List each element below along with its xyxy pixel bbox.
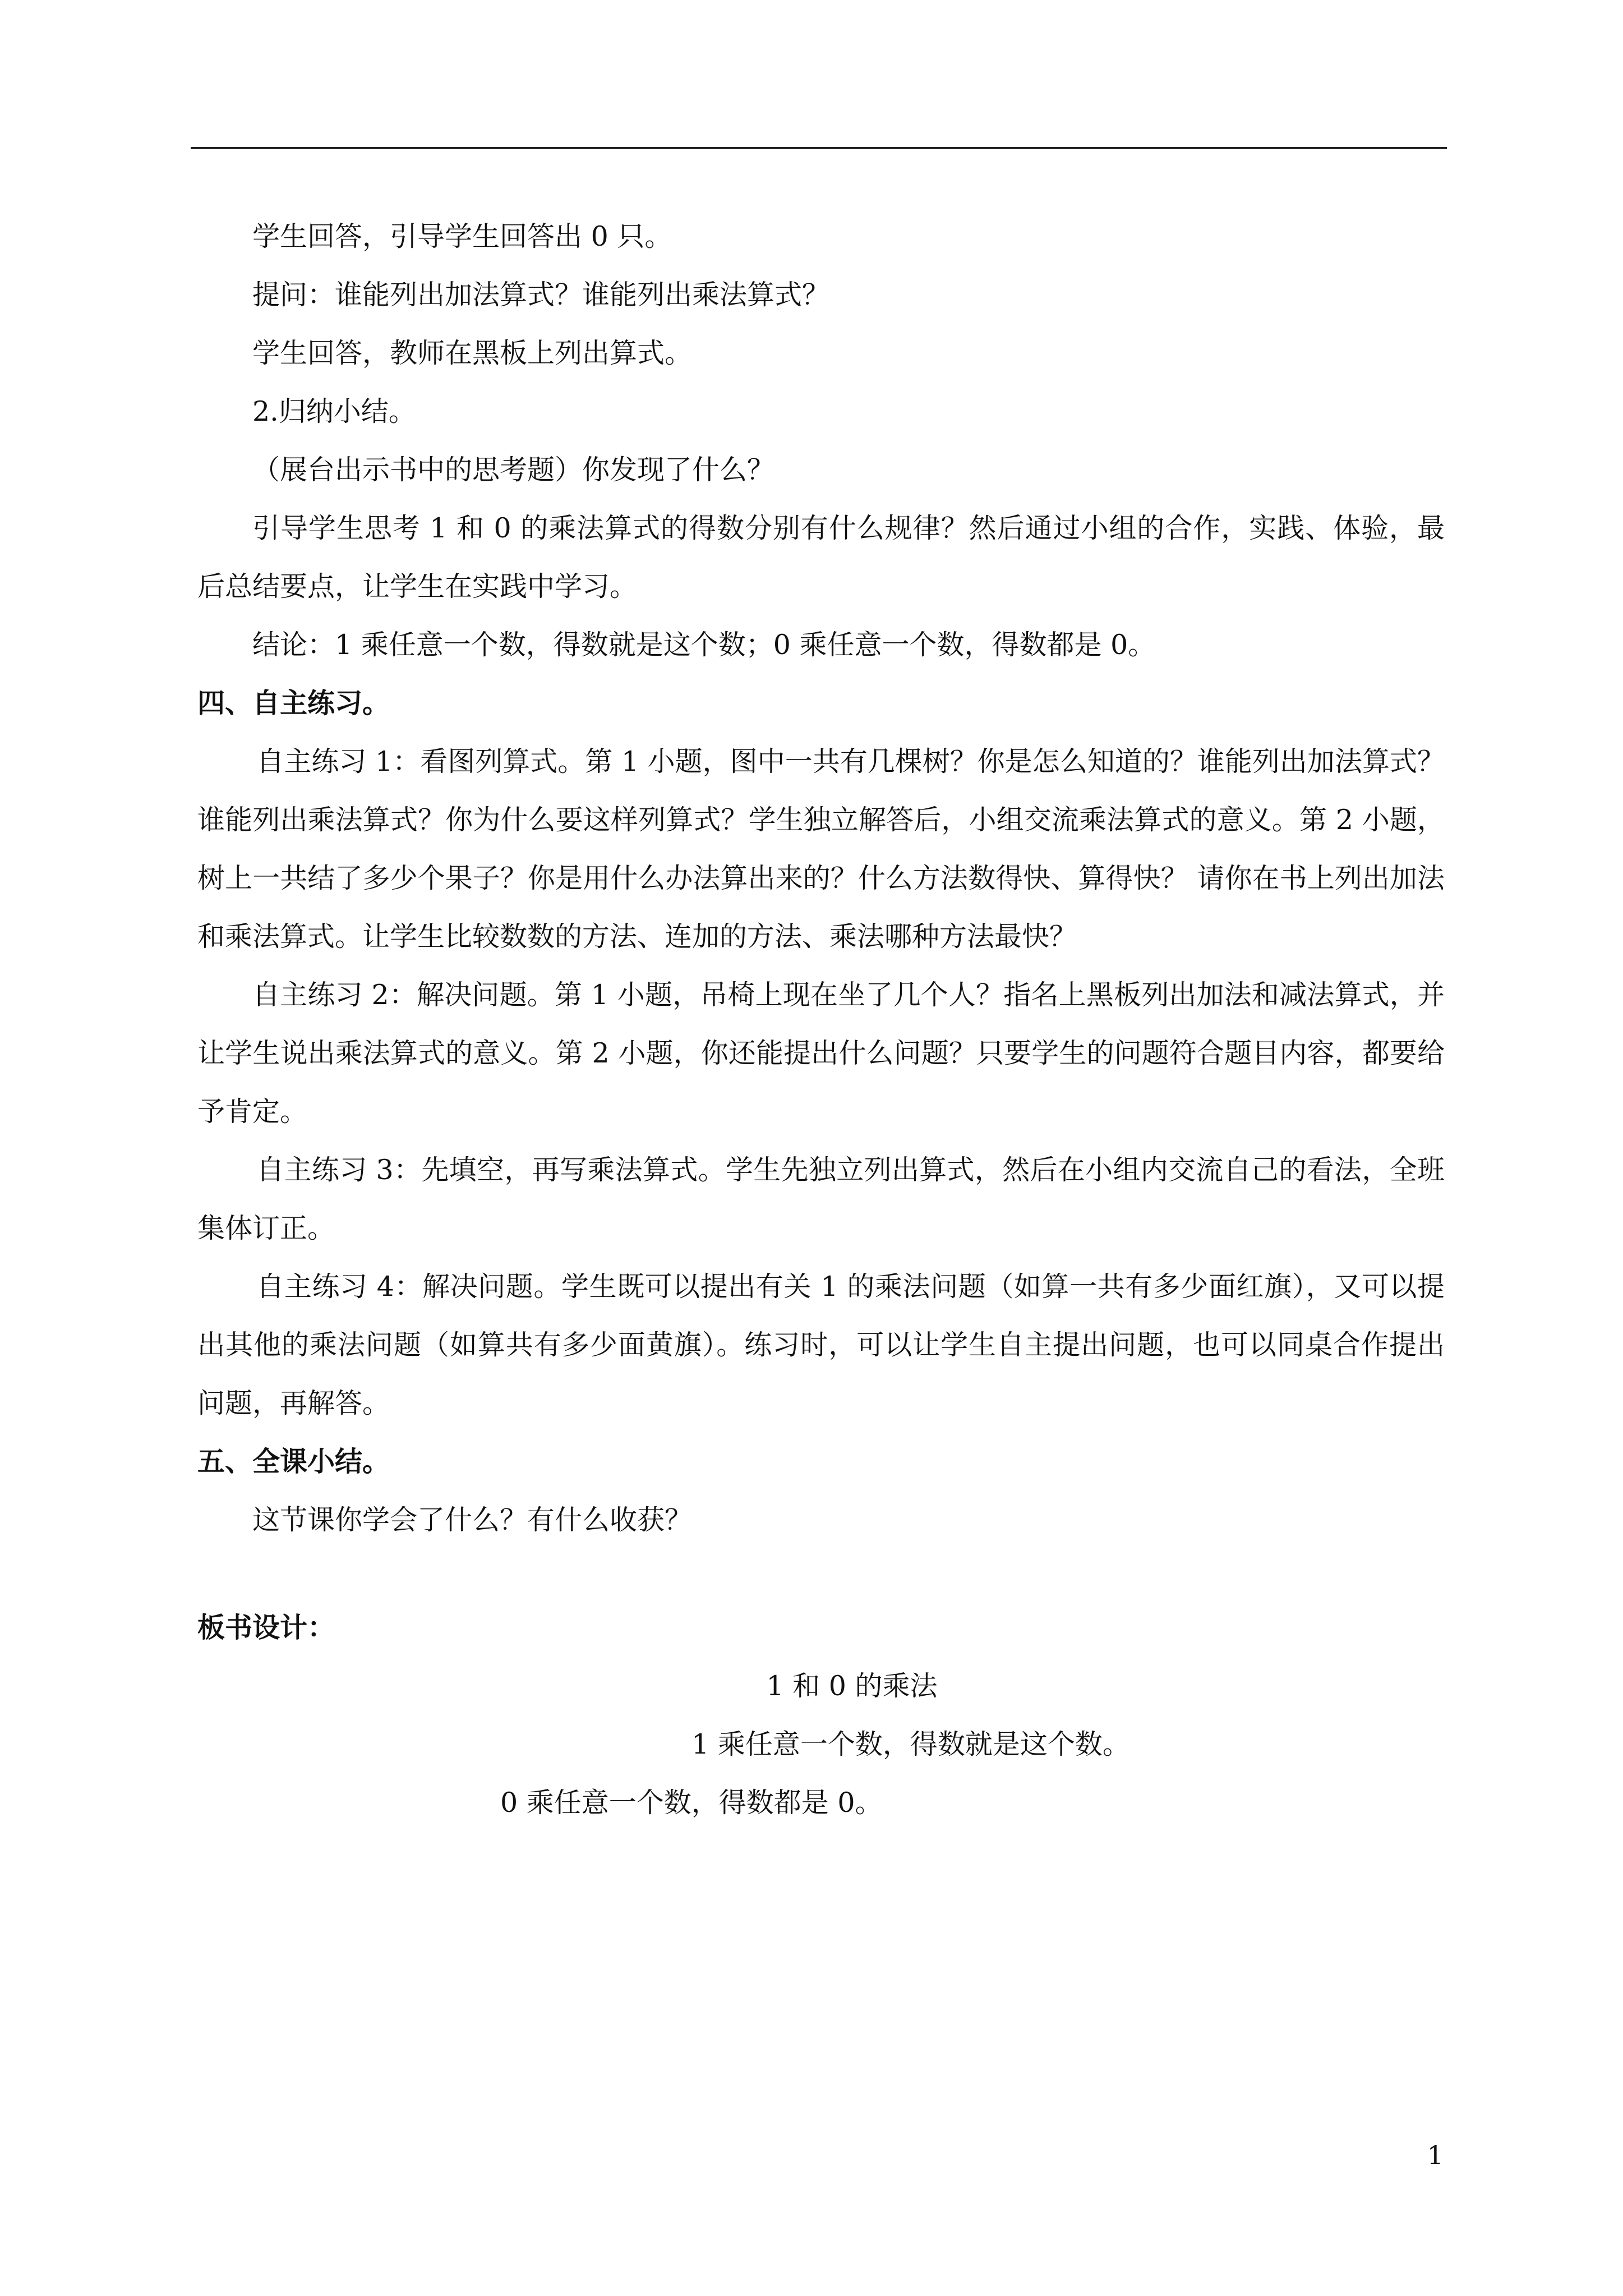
section-heading: 五、全课小结。 (197, 1446, 390, 1478)
paragraph: 自主练习 4：解决问题。学生既可以提出有关 1 的乘法问题（如算一共有多少面红旗），又可以提出其他的乘法问题（如算共有多少面黄旗）。练习时，可以让学生自主提出问题，也可以同桌合作提出问题，再解答。 (197, 1271, 1445, 1419)
board-heading: 板书设计： (197, 1612, 335, 1644)
board-rule-zero: 0 乘任意一个数，得数都是 0。 (500, 1787, 883, 1819)
board-title: 1 和 0 的乘法 (766, 1670, 938, 1702)
section-heading: 四、自主练习。 (197, 687, 390, 719)
paragraph: 提问：谁能列出加法算式？谁能列出乘法算式？ (252, 279, 830, 311)
paragraph: 学生回答，教师在黑板上列出算式。 (252, 337, 693, 369)
document-body (197, 208, 1445, 1832)
paragraph: 这节课你学会了什么？有什么收获？ (252, 1504, 693, 1536)
paragraph: 学生回答，引导学生回答出 0 只。 (252, 220, 672, 252)
board-rule-one: 1 乘任意一个数，得数就是这个数。 (691, 1728, 1130, 1760)
page-number: 1 (1427, 2140, 1444, 2170)
paragraph: 自主练习 3：先填空，再写乘法算式。学生先独立列出算式，然后在小组内交流自己的看法，全班集体订正。 (197, 1154, 1445, 1244)
header-rule (191, 147, 1447, 149)
spacer (197, 1549, 1445, 1599)
paragraph: 自主练习 2：解决问题。第 1 小题，吊椅上现在坐了几个人？指名上黑板列出加法和减法算式，并让学生说出乘法算式的意义。第 2 小题，你还能提出什么问题？只要学生的问题符合题目内容，都要给予肯定。 (197, 979, 1445, 1128)
paragraph: 自主练习 1：看图列算式。第 1 小题，图中一共有几棵树？你是怎么知道的？谁能列出加法算式？谁能列出乘法算式？你为什么要这样列算式？学生独立解答后，小组交流乘法算式的意义。第 2 小题，树上一共结了多少个果子？你是用什么办法算出来的？什么方法数得快、算得快？ 请你在书上列出加法和乘法算式。让学生比较数数的方法、连加的方法、乘法哪种方法最快？ (197, 746, 1445, 953)
paragraph: 结论：1 乘任意一个数，得数就是这个数；0 乘任意一个数，得数都是 0。 (252, 629, 1156, 661)
paragraph: 2.归纳小结。 (252, 395, 416, 427)
paragraph: （展台出示书中的思考题）你发现了什么？ (252, 454, 775, 486)
paragraph: 引导学生思考 1 和 0 的乘法算式的得数分别有什么规律？然后通过小组的合作，实践、体验，最后总结要点，让学生在实践中学习。 (197, 512, 1445, 602)
